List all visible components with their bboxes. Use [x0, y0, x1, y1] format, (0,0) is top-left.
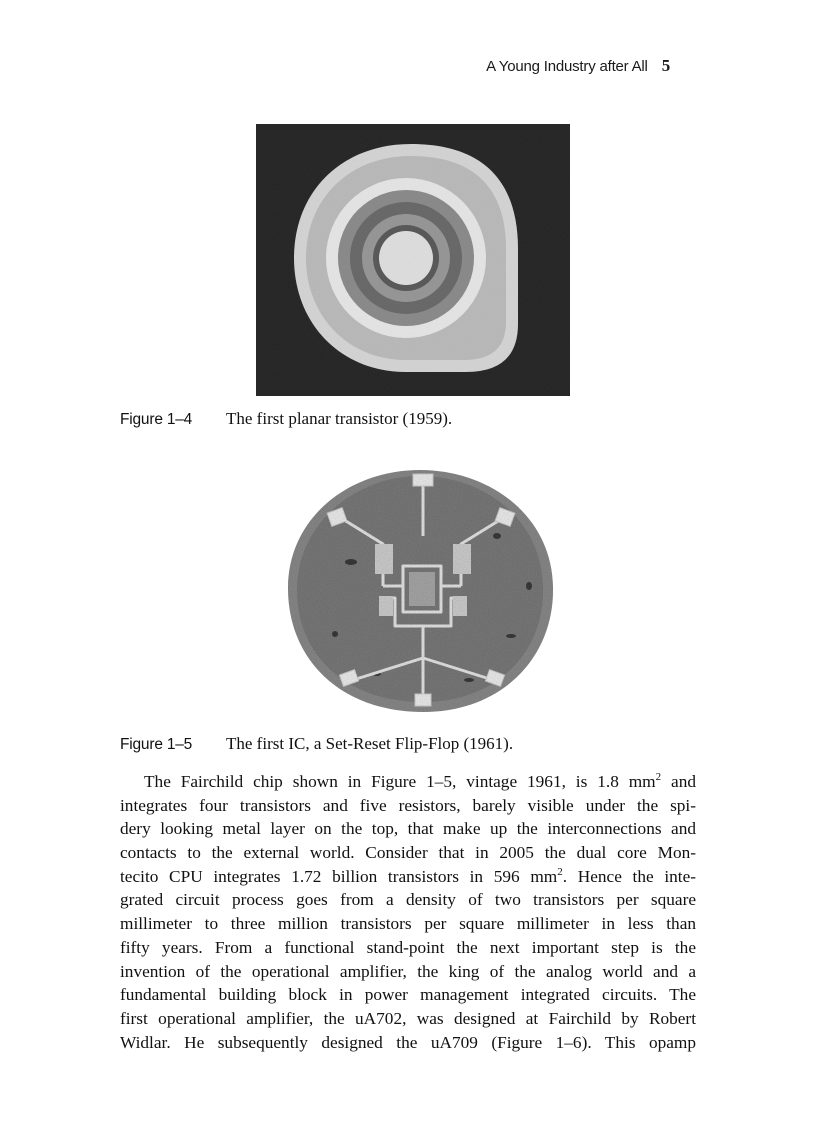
text-line: millimeter to three million transistors per square millimeter in less than [120, 914, 696, 934]
text-line: grated circuit process goes from a density of two transistors per square [120, 890, 696, 910]
body-paragraph [120, 770, 696, 1054]
page-number: 5 [661, 56, 670, 75]
text-line: integrates four transistors and five resistors, barely visible under the spi- [120, 795, 696, 815]
text-line: Widlar. He subsequently designed the uA709 (Figure 1–6). This opamp [120, 1032, 696, 1052]
text-line: invention of the operational amplifier, the king of the analog world and a [120, 961, 696, 981]
running-head-title: A Young Industry after All [486, 58, 648, 75]
figure-label: Figure 1–5 [120, 736, 193, 753]
flip-flop-ic-photo [283, 466, 557, 716]
running-head [486, 56, 670, 76]
text-line: The Fairchild chip shown in Figure 1–5, vintage 1961, is 1.8 $mm^2$ and [144, 771, 696, 791]
text-line: dery looking metal layer on the top, that make up the interconnections and [120, 819, 696, 839]
figure-caption-text: The first planar transistor (1959). [226, 409, 453, 428]
text-line: tecito CPU integrates 1.72 billion transistors in 596 $mm^2$. Hence the inte- [120, 865, 696, 886]
text-line: fundamental building block in power management integrated circuits. The [120, 985, 696, 1005]
figure-caption [120, 409, 452, 429]
figure-caption [120, 734, 513, 754]
figure-caption-text: The first IC, a Set-Reset Flip-Flop (1961). [226, 734, 514, 753]
figure-label: Figure 1–4 [120, 411, 193, 428]
text-line: first operational amplifier, the uA702, was designed at Fairchild by Robert [120, 1008, 696, 1028]
text-line: fifty years. From a functional stand-point the next important step is the [120, 937, 696, 957]
planar-transistor-photo [256, 124, 570, 396]
text-line: contacts to the external world. Consider that in 2005 the dual core Mon- [120, 843, 696, 863]
